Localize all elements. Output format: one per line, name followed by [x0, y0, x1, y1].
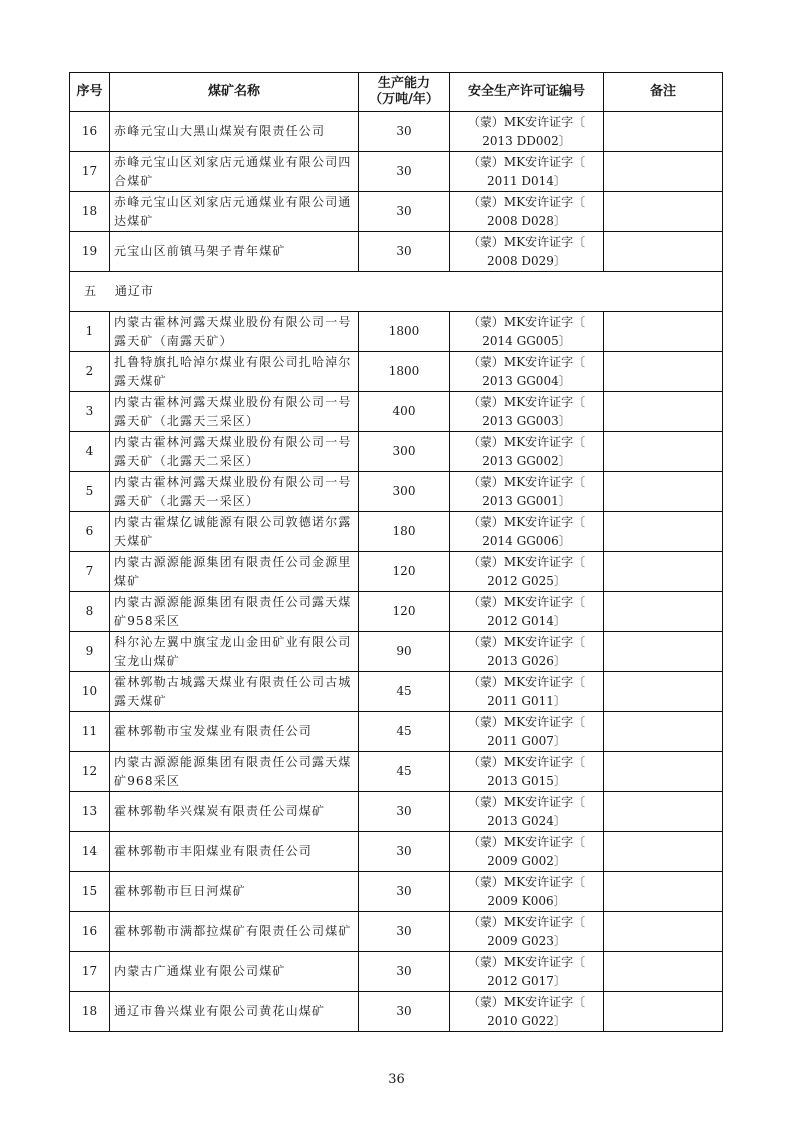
table-row: [70, 312, 723, 352]
production-capacity: 30: [359, 112, 450, 152]
table-row: [70, 472, 723, 512]
production-capacity: 300: [359, 432, 450, 472]
mine-name: 内蒙古源源能源集团有限责任公司金源里煤矿: [110, 552, 359, 592]
license-line1: （蒙）MK安许证字〔: [467, 914, 586, 929]
license-line1: （蒙）MK安许证字〔: [467, 714, 586, 729]
remarks: [604, 192, 723, 232]
mine-name: 内蒙古源源能源集团有限责任公司露天煤矿968采区: [110, 752, 359, 792]
production-capacity: 45: [359, 672, 450, 712]
rows-before-section: [70, 112, 723, 272]
production-capacity: 30: [359, 832, 450, 872]
mine-name: 霍林郭勒市满都拉煤矿有限责任公司煤矿: [110, 912, 359, 952]
remarks: [604, 112, 723, 152]
table-row: [70, 152, 723, 192]
row-index: 18: [70, 192, 110, 232]
table-row: [70, 872, 723, 912]
production-capacity: 300: [359, 472, 450, 512]
table-row: [70, 192, 723, 232]
remarks: [604, 472, 723, 512]
remarks: [604, 672, 723, 712]
mine-name: 扎鲁特旗扎哈淖尔煤业有限公司扎哈淖尔露天煤矿: [110, 352, 359, 392]
remarks: [604, 352, 723, 392]
row-index: 10: [70, 672, 110, 712]
remarks: [604, 952, 723, 992]
mine-name: 霍林郭勒古城露天煤业有限责任公司古城露天煤矿: [110, 672, 359, 712]
license-line2: 2013 DD002〕: [482, 133, 571, 148]
license-line1: （蒙）MK安许证字〔: [467, 394, 586, 409]
mine-name: 内蒙古源源能源集团有限责任公司露天煤矿958采区: [110, 592, 359, 632]
production-capacity: 30: [359, 912, 450, 952]
table-row: [70, 232, 723, 272]
table-row: [70, 592, 723, 632]
table-row: [70, 552, 723, 592]
production-capacity: 30: [359, 952, 450, 992]
license-line2: 2014 GG006〕: [482, 533, 571, 548]
production-capacity: 120: [359, 592, 450, 632]
license-number: [450, 632, 604, 672]
license-line1: （蒙）MK安许证字〔: [467, 994, 586, 1009]
table-row: [70, 912, 723, 952]
production-capacity: 45: [359, 752, 450, 792]
remarks: [604, 552, 723, 592]
table-row: [70, 632, 723, 672]
row-index: 2: [70, 352, 110, 392]
license-number: [450, 232, 604, 272]
table-row: [70, 952, 723, 992]
mine-name: 赤峰元宝山区刘家店元通煤业有限公司通达煤矿: [110, 192, 359, 232]
remarks: [604, 392, 723, 432]
table-row: [70, 832, 723, 872]
row-index: 17: [70, 152, 110, 192]
row-index: 16: [70, 912, 110, 952]
row-index: 3: [70, 392, 110, 432]
remarks: [604, 232, 723, 272]
mine-name: 科尔沁左翼中旗宝龙山金田矿业有限公司宝龙山煤矿: [110, 632, 359, 672]
production-capacity: 400: [359, 392, 450, 432]
mine-name: 内蒙古霍煤亿诚能源有限公司敦德诺尔露天煤矿: [110, 512, 359, 552]
table-row: [70, 752, 723, 792]
license-number: [450, 152, 604, 192]
license-number: [450, 672, 604, 712]
remarks: [604, 312, 723, 352]
header-index: 序号: [70, 73, 110, 112]
license-line2: 2011 G007〕: [487, 733, 566, 748]
remarks: [604, 792, 723, 832]
row-index: 7: [70, 552, 110, 592]
license-line2: 2013 G015〕: [487, 773, 566, 788]
production-capacity: 120: [359, 552, 450, 592]
header-remarks: 备注: [604, 73, 723, 112]
table-row: [70, 712, 723, 752]
remarks: [604, 632, 723, 672]
row-index: 5: [70, 472, 110, 512]
license-number: [450, 512, 604, 552]
mine-name: 霍林郭勒市巨日河煤矿: [110, 872, 359, 912]
license-number: [450, 112, 604, 152]
license-line1: （蒙）MK安许证字〔: [467, 514, 586, 529]
remarks: [604, 832, 723, 872]
section-number: 五: [84, 284, 98, 298]
license-line1: （蒙）MK安许证字〔: [467, 874, 586, 889]
license-number: [450, 432, 604, 472]
license-number: [450, 592, 604, 632]
license-line1: （蒙）MK安许证字〔: [467, 114, 586, 129]
row-index: 1: [70, 312, 110, 352]
mine-name: 内蒙古霍林河露天煤业股份有限公司一号露天矿（北露天二采区）: [110, 432, 359, 472]
production-capacity: 30: [359, 792, 450, 832]
production-capacity: 180: [359, 512, 450, 552]
license-line1: （蒙）MK安许证字〔: [467, 754, 586, 769]
remarks: [604, 512, 723, 552]
license-line2: 2012 G014〕: [487, 613, 566, 628]
table-row: [70, 992, 723, 1032]
row-index: 4: [70, 432, 110, 472]
license-line2: 2011 D014〕: [487, 173, 566, 188]
license-line2: 2014 GG005〕: [482, 333, 571, 348]
license-line2: 2013 GG003〕: [482, 413, 571, 428]
license-line1: （蒙）MK安许证字〔: [467, 634, 586, 649]
license-number: [450, 792, 604, 832]
section-heading: [70, 272, 723, 312]
license-number: [450, 992, 604, 1032]
license-line1: （蒙）MK安许证字〔: [467, 434, 586, 449]
license-line2: 2009 G023〕: [487, 933, 566, 948]
header-capacity-line1: 生产能力: [377, 76, 430, 91]
mine-name: 内蒙古霍林河露天煤业股份有限公司一号露天矿（南露天矿）: [110, 312, 359, 352]
coal-mine-table: [69, 72, 723, 1032]
mine-name: 赤峰元宝山区刘家店元通煤业有限公司四合煤矿: [110, 152, 359, 192]
table-row: [70, 112, 723, 152]
production-capacity: 30: [359, 872, 450, 912]
row-index: 18: [70, 992, 110, 1032]
section-block: [70, 272, 723, 312]
remarks: [604, 752, 723, 792]
section-title: 通辽市: [114, 284, 154, 298]
page-number: 36: [388, 1072, 405, 1087]
mine-name: 通辽市鲁兴煤业有限公司黄花山煤矿: [110, 992, 359, 1032]
license-number: [450, 392, 604, 432]
header-capacity: [359, 73, 450, 112]
license-number: [450, 832, 604, 872]
mine-name: 元宝山区前镇马架子青年煤矿: [110, 232, 359, 272]
header-license: 安全生产许可证编号: [450, 73, 604, 112]
row-index: 8: [70, 592, 110, 632]
license-number: [450, 192, 604, 232]
mine-name: 内蒙古霍林河露天煤业股份有限公司一号露天矿（北露天一采区）: [110, 472, 359, 512]
license-line2: 2013 G024〕: [487, 813, 566, 828]
table-row: [70, 432, 723, 472]
table-row: [70, 392, 723, 432]
license-line2: 2008 D029〕: [487, 253, 566, 268]
table-row: [70, 792, 723, 832]
license-line1: （蒙）MK安许证字〔: [467, 554, 586, 569]
row-index: 12: [70, 752, 110, 792]
production-capacity: 30: [359, 192, 450, 232]
license-line1: （蒙）MK安许证字〔: [467, 794, 586, 809]
license-line2: 2013 GG001〕: [482, 493, 571, 508]
section-row: [70, 272, 723, 312]
row-index: 6: [70, 512, 110, 552]
remarks: [604, 912, 723, 952]
license-line2: 2008 D028〕: [487, 213, 566, 228]
mine-name: 内蒙古广通煤业有限公司煤矿: [110, 952, 359, 992]
header-row: [70, 73, 723, 112]
mine-name: 霍林郭勒市丰阳煤业有限责任公司: [110, 832, 359, 872]
license-line2: 2012 G025〕: [487, 573, 566, 588]
license-line2: 2009 G002〕: [487, 853, 566, 868]
license-line1: （蒙）MK安许证字〔: [467, 834, 586, 849]
license-number: [450, 352, 604, 392]
row-index: 17: [70, 952, 110, 992]
rows-after-section: [70, 312, 723, 1032]
production-capacity: 1800: [359, 352, 450, 392]
license-number: [450, 472, 604, 512]
production-capacity: 90: [359, 632, 450, 672]
license-line2: 2012 G017〕: [487, 973, 566, 988]
remarks: [604, 712, 723, 752]
license-line2: 2013 GG004〕: [482, 373, 571, 388]
row-index: 15: [70, 872, 110, 912]
license-number: [450, 552, 604, 592]
license-number: [450, 312, 604, 352]
table-row: [70, 672, 723, 712]
production-capacity: 30: [359, 152, 450, 192]
license-line1: （蒙）MK安许证字〔: [467, 234, 586, 249]
license-number: [450, 712, 604, 752]
remarks: [604, 592, 723, 632]
license-line2: 2009 K006〕: [487, 893, 566, 908]
row-index: 19: [70, 232, 110, 272]
table-row: [70, 352, 723, 392]
license-number: [450, 872, 604, 912]
mine-name: 赤峰元宝山大黑山煤炭有限责任公司: [110, 112, 359, 152]
license-line1: （蒙）MK安许证字〔: [467, 194, 586, 209]
header-name: 煤矿名称: [110, 73, 359, 112]
license-line2: 2011 G011〕: [487, 693, 566, 708]
mine-name: 霍林郭勒市宝发煤业有限责任公司: [110, 712, 359, 752]
license-number: [450, 752, 604, 792]
license-line1: （蒙）MK安许证字〔: [467, 674, 586, 689]
license-number: [450, 912, 604, 952]
mine-name: 内蒙古霍林河露天煤业股份有限公司一号露天矿（北露天三采区）: [110, 392, 359, 432]
license-line2: 2013 GG002〕: [482, 453, 571, 468]
remarks: [604, 872, 723, 912]
row-index: 16: [70, 112, 110, 152]
license-line1: （蒙）MK安许证字〔: [467, 314, 586, 329]
mine-name: 霍林郭勒华兴煤炭有限责任公司煤矿: [110, 792, 359, 832]
table-row: [70, 512, 723, 552]
production-capacity: 30: [359, 232, 450, 272]
license-line2: 2013 G026〕: [487, 653, 566, 668]
license-line1: （蒙）MK安许证字〔: [467, 594, 586, 609]
row-index: 11: [70, 712, 110, 752]
remarks: [604, 432, 723, 472]
license-line1: （蒙）MK安许证字〔: [467, 474, 586, 489]
production-capacity: 1800: [359, 312, 450, 352]
license-line1: （蒙）MK安许证字〔: [467, 954, 586, 969]
row-index: 14: [70, 832, 110, 872]
license-line1: （蒙）MK安许证字〔: [467, 154, 586, 169]
row-index: 13: [70, 792, 110, 832]
license-number: [450, 952, 604, 992]
header-capacity-line2: （万吨/年）: [369, 92, 439, 107]
production-capacity: 30: [359, 992, 450, 1032]
license-line1: （蒙）MK安许证字〔: [467, 354, 586, 369]
production-capacity: 45: [359, 712, 450, 752]
row-index: 9: [70, 632, 110, 672]
license-line2: 2010 G022〕: [487, 1013, 566, 1028]
remarks: [604, 992, 723, 1032]
remarks: [604, 152, 723, 192]
